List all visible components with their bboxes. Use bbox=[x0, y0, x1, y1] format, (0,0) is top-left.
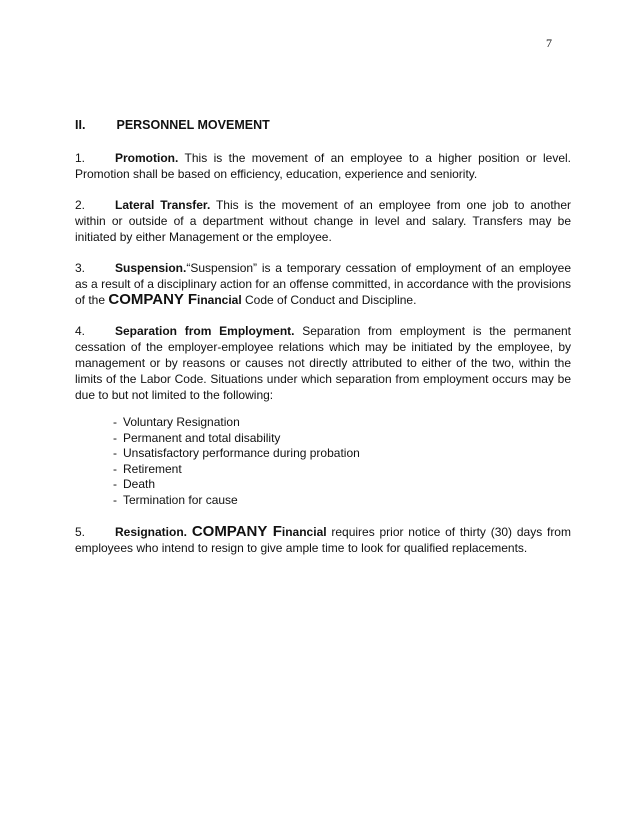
section-title: PERSONNEL MOVEMENT bbox=[116, 118, 270, 132]
item-term: Separation from Employment. bbox=[115, 324, 295, 338]
company-name-large: COMPANY F bbox=[108, 291, 197, 308]
company-name-small: inancial bbox=[281, 525, 327, 539]
item-text-after: requires prior notice of thirty (30) days from employees who intend to resign to give ample time to look for qualified replacements. bbox=[75, 525, 571, 555]
company-name-small: inancial bbox=[196, 293, 242, 307]
item-text: Separation from employment is the permanent cessation of the employer-employee relations which may be initiated by the employee, by management or by reasons or causes not directly attributed to either of the two, within the limits of the Labor Code. Situations under which separation from employment occurs may be due to but not limited to the following: bbox=[75, 324, 572, 402]
item-term: Resignation. bbox=[115, 525, 188, 539]
list-item: - Permanent and total disability bbox=[113, 431, 571, 447]
page-number: 7 bbox=[546, 36, 552, 50]
item-number: 5. bbox=[75, 525, 86, 539]
item-term: Suspension. bbox=[115, 261, 187, 275]
item-number: 2. bbox=[75, 198, 86, 212]
section-heading bbox=[75, 118, 571, 132]
item-suspension bbox=[75, 260, 571, 308]
separation-list bbox=[113, 415, 571, 508]
list-item: - Death bbox=[113, 477, 571, 493]
item-lateral-transfer bbox=[75, 197, 571, 245]
list-item: - Voluntary Resignation bbox=[113, 415, 571, 431]
item-promotion bbox=[75, 150, 571, 182]
document-body bbox=[75, 118, 571, 571]
item-text: “Suspension” is a temporary cessation of employment of an employee as a result of a disciplinary action for an offense committed, in accordance with the provisions of the bbox=[75, 261, 571, 307]
list-item: - Termination for cause bbox=[113, 493, 571, 509]
company-name-large: COMPANY F bbox=[191, 523, 282, 540]
item-term: Lateral Transfer. bbox=[115, 198, 211, 212]
item-separation bbox=[75, 323, 571, 403]
item-text: This is the movement of an employee to a higher position or level. Promotion shall be based on efficiency, education, experience and seniority. bbox=[75, 151, 571, 181]
item-text-after: Code of Conduct and Discipline. bbox=[241, 293, 417, 307]
item-number: 3. bbox=[75, 261, 86, 275]
item-resignation bbox=[75, 524, 571, 556]
section-number: II. bbox=[75, 118, 86, 132]
item-text: This is the movement of an employee from one job to another within or outside of a department without change in level and salary. Transfers may be initiated by either Management or the employee. bbox=[75, 198, 571, 244]
list-item: - Unsatisfactory performance during probation bbox=[113, 446, 571, 462]
item-term: Promotion. bbox=[115, 151, 179, 165]
list-item: - Retirement bbox=[113, 462, 571, 478]
item-number: 1. bbox=[75, 151, 86, 165]
item-number: 4. bbox=[75, 324, 86, 338]
